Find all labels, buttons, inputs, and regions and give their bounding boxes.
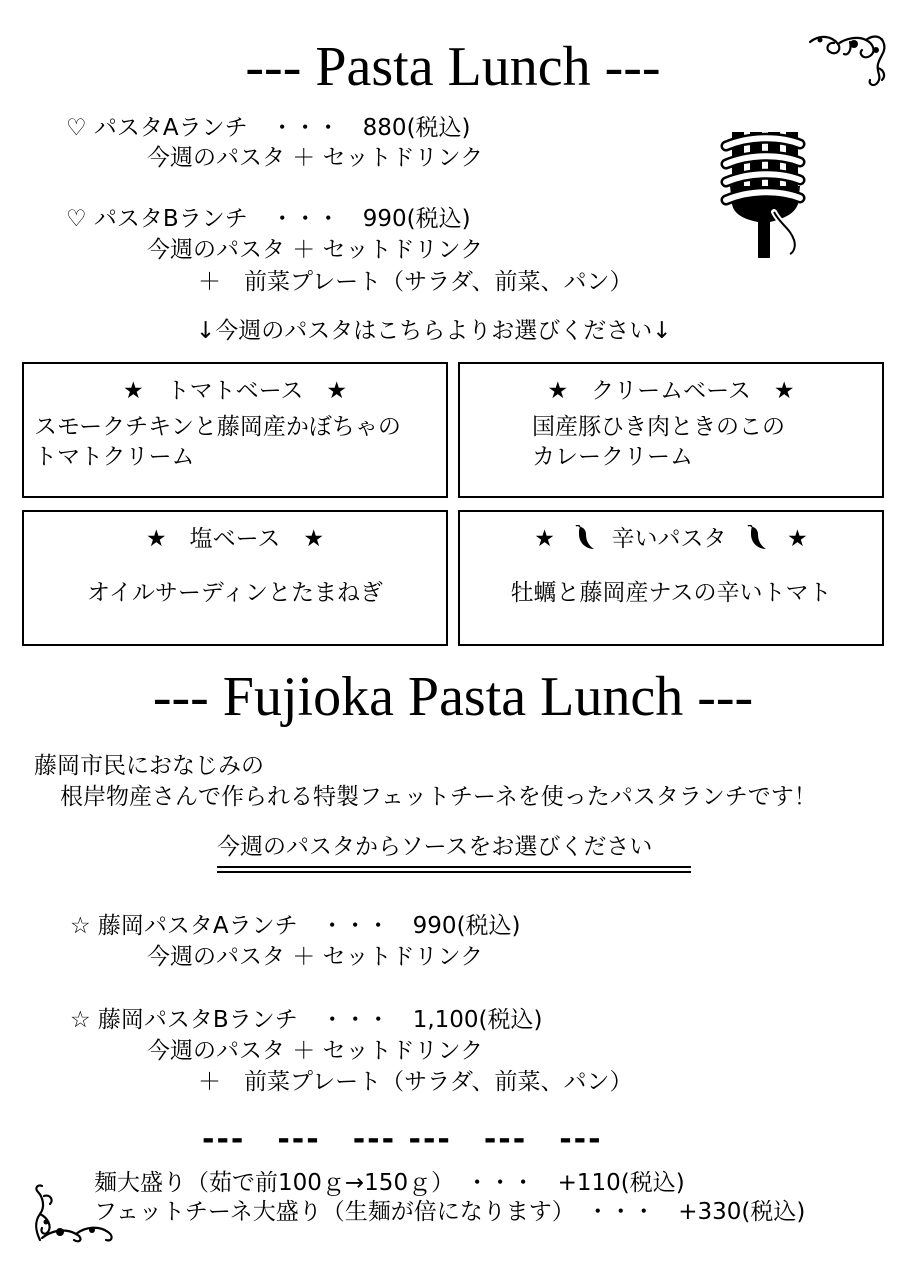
pasta-b-lunch-desc2: ＋ 前菜プレート（サラダ、前菜、パン） bbox=[198, 269, 633, 295]
salt-base-box bbox=[22, 510, 448, 646]
fujioka-pasta-a-title: ☆ 藤岡パスタAランチ ・・・ 990(税込) bbox=[70, 913, 521, 939]
spicy-pasta-box bbox=[458, 510, 884, 646]
tomato-base-box bbox=[22, 362, 448, 498]
choose-pasta-note: ↓今週のパスタはこちらよりお選びください↓ bbox=[196, 318, 672, 344]
chili-pepper-icon bbox=[574, 525, 596, 551]
box-heading: ★ 塩ベース ★ bbox=[145, 526, 325, 552]
box-item-line1: 国産豚ひき肉ときのこの bbox=[532, 414, 785, 440]
box-item-line1: スモークチキンと藤岡産かぼちゃの bbox=[34, 414, 401, 440]
double-underline-top bbox=[217, 866, 691, 868]
intro-line2: 根岸物産さんで作られる特製フェットチーネを使ったパスタランチです！ bbox=[60, 784, 817, 810]
box-item-line2: トマトクリーム bbox=[34, 444, 195, 470]
box-heading bbox=[460, 524, 882, 554]
pasta-b-lunch-title: ♡ パスタBランチ ・・・ 990(税込) bbox=[66, 206, 471, 232]
section1-title: --- Pasta Lunch --- bbox=[245, 36, 661, 98]
pasta-a-lunch-title: ♡ パスタAランチ ・・・ 880(税込) bbox=[66, 115, 471, 141]
fujioka-pasta-a-desc: 今週のパスタ ＋ セットドリンク bbox=[147, 944, 484, 970]
dash-divider: --- --- --- --- --- --- bbox=[202, 1122, 603, 1157]
box-item-line2: カレークリーム bbox=[532, 444, 693, 470]
pasta-b-lunch-desc: 今週のパスタ ＋ セットドリンク bbox=[147, 237, 484, 263]
cream-base-box bbox=[458, 362, 884, 498]
option-large-fettuccine: フェットチーネ大盛り（生麺が倍になります） ・・・ +330(税込) bbox=[94, 1199, 806, 1225]
double-underline-bottom bbox=[217, 871, 691, 873]
box-heading: ★ トマトベース ★ bbox=[122, 378, 348, 404]
flourish-ornament-icon bbox=[30, 1182, 118, 1244]
star-icon: ★ bbox=[534, 526, 555, 552]
choose-sauce-note: 今週のパスタからソースをお選びください bbox=[217, 834, 653, 860]
fujioka-pasta-b-title: ☆ 藤岡パスタBランチ ・・・ 1,100(税込) bbox=[70, 1007, 543, 1033]
box-item-line1: オイルサーディンとたまねぎ bbox=[86, 580, 383, 606]
section2-title: --- Fujioka Pasta Lunch --- bbox=[152, 666, 754, 728]
box-item-line1: 牡蠣と藤岡産ナスの辛いトマト bbox=[510, 580, 832, 606]
star-icon: ★ bbox=[787, 526, 808, 552]
option-large-noodle: 麺大盛り（茹で前100ｇ→150ｇ） ・・・ +110(税込) bbox=[94, 1170, 685, 1196]
fujioka-pasta-b-desc2: ＋ 前菜プレート（サラダ、前菜、パン） bbox=[198, 1069, 633, 1095]
box-heading: ★ クリームベース ★ bbox=[547, 378, 795, 404]
fork-with-pasta-icon bbox=[720, 128, 806, 262]
pasta-a-lunch-desc: 今週のパスタ ＋ セットドリンク bbox=[147, 145, 484, 171]
fujioka-pasta-b-desc: 今週のパスタ ＋ セットドリンク bbox=[147, 1038, 484, 1064]
spicy-heading-text: 辛いパスタ bbox=[611, 526, 727, 552]
chili-pepper-icon bbox=[746, 525, 768, 551]
intro-line1: 藤岡市民におなじみの bbox=[34, 753, 264, 779]
